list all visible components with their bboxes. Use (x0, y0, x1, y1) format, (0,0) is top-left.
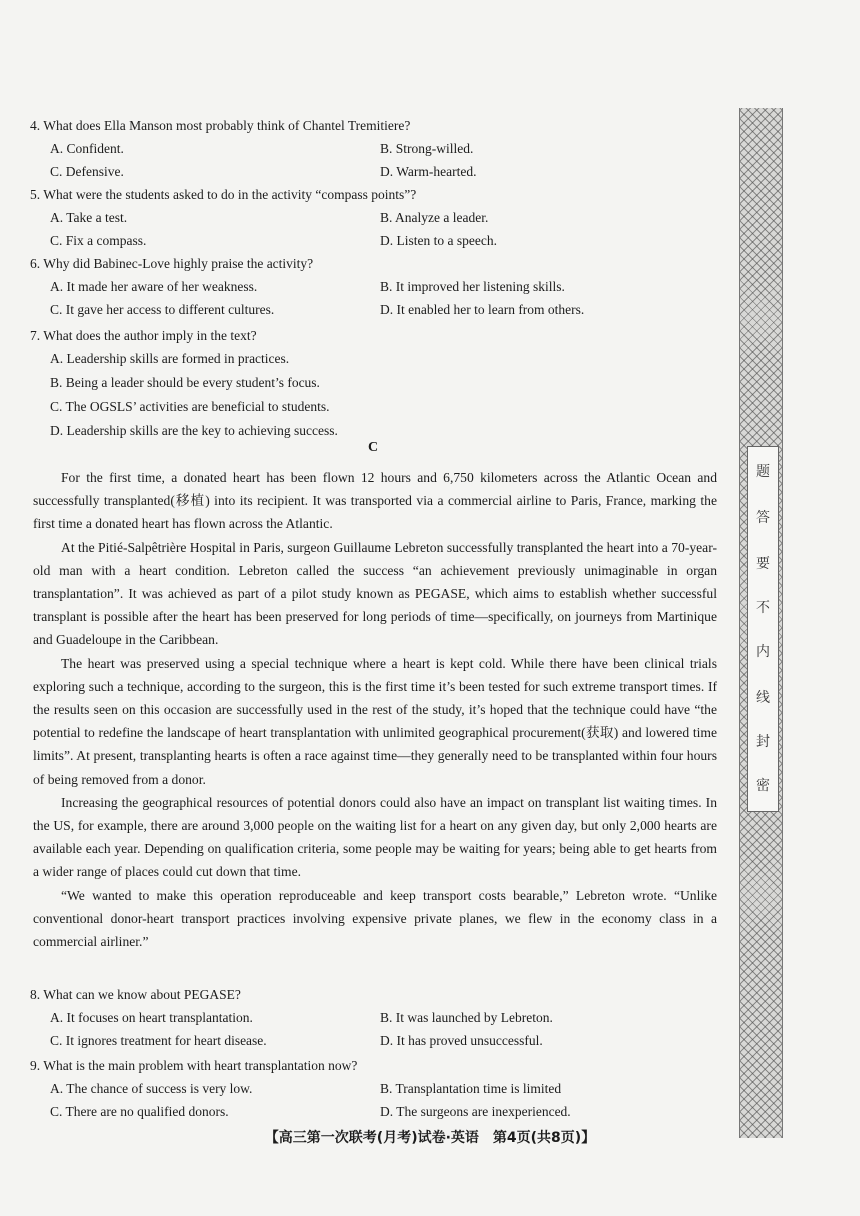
seal-char: 题 (756, 464, 770, 480)
option-c: C. It ignores treatment for heart disease. (50, 1033, 267, 1048)
option-a: A. It made her aware of her weakness. (50, 279, 258, 294)
option-c: C. Fix a compass. (50, 233, 147, 248)
passage-paragraph: “We wanted to make this operation reproduceable and keep transport costs bearable,” Lebreton wrote. “Unlike conventional donor-heart transport practices involving expensive private planes, we flew in the economy class in a commercial airliner.” (33, 887, 717, 950)
passage-paragraph: Increasing the geographical resources of potential donors could also have an impact on transplant list waiting times. In the US, for example, there are around 3,000 people on the waiting list for a heart on any given day, but only 2,000 hearts are available each year. Depending on qualification criteria, some people may be waiting for years; being able to get hearts from a wider range of places could cut down that time. (33, 794, 717, 880)
passage-paragraph: The heart was preserved using a special technique where a heart is kept cold. While there have been clinical trials exploring such a technique, according to the surgeon, this is the first time it’s been tested for such extreme transport times. If the results seen on this occasion are successfully used in the rest of the study, it’s hoped that the technique could have “the potential to redefine the landscape of heart transplantation with unlimited geographical procurement(获取) and lowered time limits”. At present, transplanting hearts is often a race against time—they generally need to be transplanted within four hours of being removed from a donor. (33, 655, 717, 787)
question-stem: 8. What can we know about PEGASE? (30, 987, 241, 1002)
reading-passage (33, 466, 717, 953)
option-c: C. The OGSLS’ activities are beneficial to students. (50, 399, 330, 414)
option-b: B. Analyze a leader. (380, 210, 489, 225)
passage-paragraph: At the Pitié-Salpêtrière Hospital in Paris, surgeon Guillaume Lebreton successfully transplanted the heart into a 70-year-old man with a heart condition. Lebreton called the success “an achievement previously unimaginable in organ transplantation”. It was achieved as part of a pilot study known as PEGASE, which aims to establish whether successful transplant is possible after the heart has been preserved for long periods of time—specifically, on journeys from Martinique and Guadeloupe in the Caribbean. (33, 539, 717, 648)
seal-char: 封 (756, 734, 770, 750)
option-a: A. It focuses on heart transplantation. (50, 1010, 253, 1025)
question-6 (30, 253, 730, 321)
option-c: C. It gave her access to different cultures. (50, 302, 275, 317)
option-c: C. There are no qualified donors. (50, 1104, 229, 1119)
question-stem: 7. What does the author imply in the text? (30, 328, 257, 343)
question-7 (30, 325, 730, 443)
option-b: B. Being a leader should be every student’s focus. (50, 375, 320, 390)
question-8 (30, 984, 730, 1052)
option-b: B. Strong-willed. (380, 141, 474, 156)
option-b: B. Transplantation time is limited (380, 1081, 562, 1096)
seal-char: 内 (756, 644, 770, 660)
option-c: C. Defensive. (50, 164, 124, 179)
section-letter: C (368, 440, 379, 455)
option-a: A. Take a test. (50, 210, 128, 225)
page-footer: 【高三第一次联考(月考)试卷·英语 第4页(共8页)】 (264, 1130, 596, 1146)
seal-line-box (747, 446, 779, 812)
question-stem: 9. What is the main problem with heart transplantation now? (30, 1058, 358, 1073)
option-a: A. Leadership skills are formed in practices. (50, 351, 290, 366)
option-d: D. Warm-hearted. (380, 164, 477, 179)
question-stem: 5. What were the students asked to do in the activity “compass points”? (30, 187, 417, 202)
seal-char: 不 (756, 600, 770, 616)
question-9 (30, 1055, 730, 1123)
seal-char: 线 (756, 690, 770, 706)
option-d: D. Listen to a speech. (380, 233, 497, 248)
seal-char: 密 (756, 778, 770, 794)
option-b: B. It was launched by Lebreton. (380, 1010, 553, 1025)
option-b: B. It improved her listening skills. (380, 279, 565, 294)
option-a: A. Confident. (50, 141, 124, 156)
question-stem: 4. What does Ella Manson most probably think of Chantel Tremitiere? (30, 118, 411, 133)
passage-paragraph: For the first time, a donated heart has been flown 12 hours and 6,750 kilometers across the Atlantic Ocean and successfully transplanted(移植) into its recipient. It was transported via a commercial airline to Paris, France, marking the first time a donated heart has flown across the Atlantic. (33, 470, 717, 532)
option-d: D. It enabled her to learn from others. (380, 302, 585, 317)
option-d: D. The surgeons are inexperienced. (380, 1104, 571, 1119)
question-5 (30, 184, 730, 252)
option-a: A. The chance of success is very low. (50, 1081, 253, 1096)
option-d: D. Leadership skills are the key to achieving success. (50, 423, 338, 438)
seal-char: 答 (756, 510, 770, 526)
option-d: D. It has proved unsuccessful. (380, 1033, 543, 1048)
seal-char: 要 (756, 556, 770, 572)
question-stem: 6. Why did Babinec-Love highly praise the activity? (30, 256, 314, 271)
question-4 (30, 115, 730, 183)
